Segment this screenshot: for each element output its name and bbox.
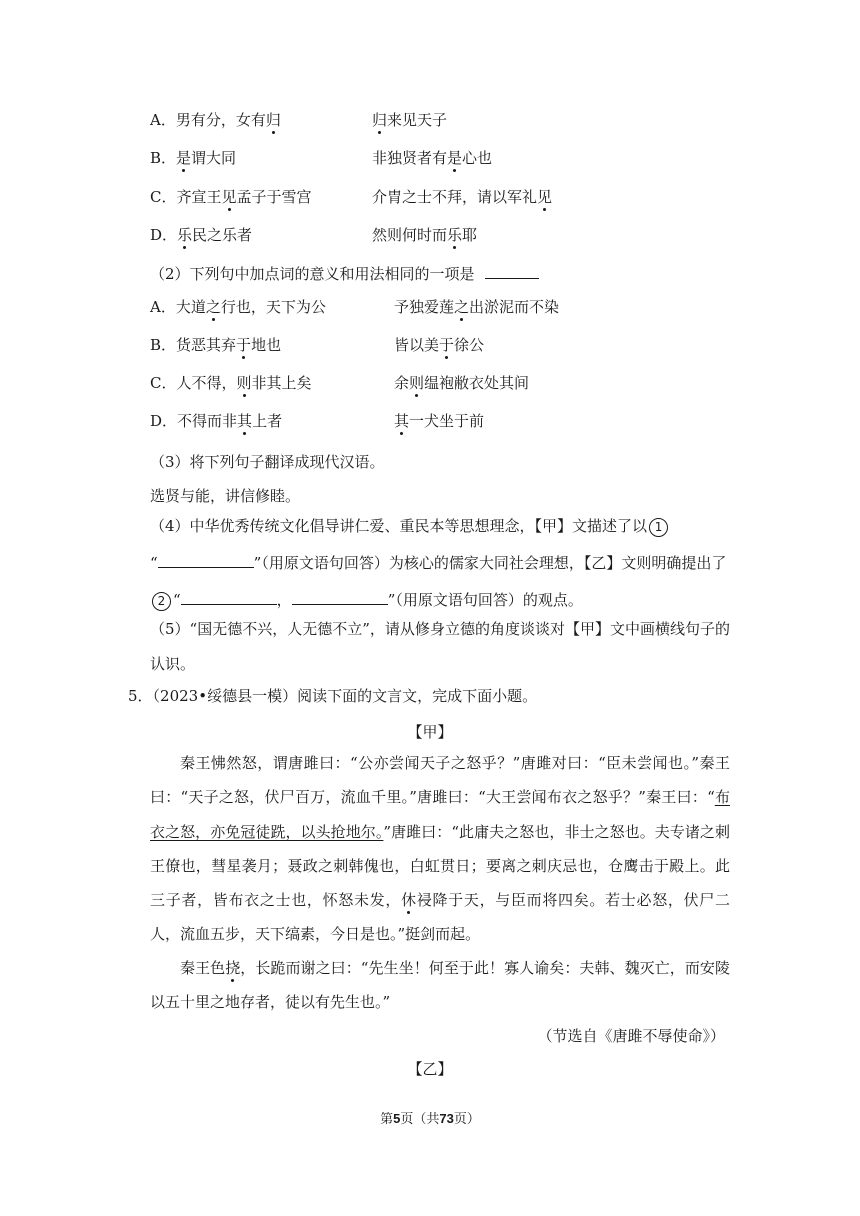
- option-b-right: [394, 334, 484, 356]
- option-text: 缊袍敝衣处其间: [424, 374, 530, 392]
- footer-page-number: 5: [393, 1111, 401, 1126]
- question-5-header: 5．（2023•绥德县一模）阅读下面的文言文，完成下面小题。: [128, 687, 538, 705]
- option-text: 不得而非: [177, 412, 238, 430]
- q4-paragraph: [150, 508, 730, 619]
- option-d-right: [372, 224, 477, 246]
- page-footer: [0, 1108, 860, 1127]
- option-text: 非其上矣: [251, 374, 312, 392]
- option-d-right: [394, 410, 484, 432]
- option-text: 货恶其弃: [176, 336, 237, 354]
- passage-text: 祲降于天，与臣而将四矣。若士必怒，伏尸二人，流血五步，天下缟素，今日是也。”挺剑而起。: [150, 891, 730, 944]
- dotted-word: 是: [447, 149, 463, 167]
- dotted-word: 休: [401, 891, 417, 910]
- option-text: 徐公: [454, 336, 485, 354]
- answer-blank: [292, 590, 388, 605]
- option-c-right: [394, 372, 529, 394]
- dotted-word: 归: [265, 111, 281, 129]
- dotted-word: 乐: [447, 226, 463, 244]
- dotted-word: 见: [221, 188, 237, 206]
- option-b-right: [372, 147, 492, 169]
- option-text: 大道: [175, 298, 206, 316]
- option-text: 耶: [462, 226, 478, 244]
- option-c-left: [150, 372, 312, 394]
- option-text: 行也，天下为公: [220, 298, 326, 316]
- option-text: 来见天子: [387, 111, 448, 129]
- option-c-left: [150, 186, 312, 208]
- footer-suffix: 页）: [453, 1112, 480, 1127]
- circled-number-2: 2: [152, 592, 171, 611]
- answer-blank: [181, 590, 277, 605]
- dotted-word: 是: [176, 149, 192, 167]
- dotted-word: 之: [205, 298, 221, 316]
- option-b-left: [150, 334, 281, 356]
- option-d-left: [150, 410, 282, 432]
- option-text: 人不得，: [176, 374, 237, 392]
- q3-sentence: 选贤与能，讲信修睦。: [150, 487, 301, 505]
- option-label: C．: [150, 374, 177, 392]
- q4-text-1: （4）中华优秀传统文化倡导讲仁爱、重民本等思想理念，【甲】文描述了以: [150, 517, 648, 535]
- option-text: 地也: [251, 336, 282, 354]
- option-c-right: [372, 186, 552, 208]
- option-label: C．: [150, 188, 177, 206]
- option-a-left: [150, 296, 326, 318]
- answer-blank: [485, 264, 539, 279]
- option-text: 一犬坐于前: [409, 412, 485, 430]
- passage-text: 秦王色: [180, 959, 226, 977]
- q4-text-2: “: [150, 554, 158, 572]
- answer-blank: [158, 553, 254, 568]
- q4-text-4: “: [173, 591, 181, 609]
- option-label: A．: [150, 111, 176, 129]
- dotted-word: 其: [237, 412, 253, 430]
- dotted-word: 于: [236, 336, 252, 354]
- option-label: D．: [150, 226, 178, 244]
- option-b-left: [150, 147, 236, 169]
- option-text: 介胄之士不拜，请以军礼: [372, 188, 538, 206]
- footer-total-pages: 73: [439, 1111, 454, 1126]
- dotted-word: 则: [409, 374, 425, 392]
- passage-jia-paragraph-2: [150, 951, 730, 1020]
- option-text: 非独贤者有: [372, 149, 448, 167]
- option-text: 出淤泥而不染: [469, 298, 560, 316]
- underlined-sentence: 布衣之怒，亦免冠徒跣，以头抢地尔。: [150, 788, 730, 841]
- yi-title: 【乙】: [407, 1060, 453, 1078]
- dotted-word: 于: [439, 336, 455, 354]
- option-text: 谓大同: [191, 149, 237, 167]
- passage-jia-paragraph-1: [150, 746, 730, 952]
- dotted-word: 挠: [225, 959, 241, 977]
- option-text: 皆以美: [394, 336, 440, 354]
- q5-paragraph: （5）“国无德不兴，人无德不立”，请从修身立德的角度谈谈对【甲】文中画横线句子的认识。: [150, 620, 730, 673]
- passage-text: 秦王怫然怒，谓唐雎曰：“公亦尝闻天子之怒乎？”唐雎对曰：“臣未尝闻也。”秦王曰：“天子之怒，伏尸百万，流血千里。”唐雎曰：“大王尝闻布衣之怒乎？”秦王曰：“: [150, 754, 730, 807]
- option-text: 余: [394, 374, 410, 392]
- option-text: 孟子于雪宫: [236, 188, 312, 206]
- dotted-word: 之: [454, 298, 470, 316]
- q2-stem: [150, 263, 539, 285]
- option-label: B．: [150, 149, 177, 167]
- jia-title: 【甲】: [407, 723, 453, 741]
- dotted-word: 则: [236, 374, 252, 392]
- dotted-word: 归: [372, 111, 388, 129]
- option-label: D．: [150, 412, 178, 430]
- q2-stem-text: （2）下列句中加点词的意义和用法相同的一项是: [150, 265, 475, 283]
- circled-number-1: 1: [649, 518, 668, 537]
- footer-mid: 页（共: [400, 1112, 440, 1127]
- passage-text: ，长跪而谢之曰：“先生坐！何至于此！寡人谕矣：夫韩、魏灭亡，而安陵以五十里之地存者，徒以有先生也。”: [150, 959, 730, 1012]
- option-a-right: [394, 296, 559, 318]
- option-text: 齐宣王: [176, 188, 222, 206]
- passage-source: （节选自《唐雎不辱使命》）: [537, 1027, 725, 1045]
- option-text: 心也: [462, 149, 493, 167]
- option-a-left: [150, 109, 281, 131]
- option-text: 民之乐者: [192, 226, 253, 244]
- option-label: A．: [150, 298, 176, 316]
- passage-text: ”唐雎曰：“此庸夫之怒也，非士之怒也。夫专诸之刺王僚也，彗星袭月；聂政之刺韩傀也，白虹贯日；要离之刺庆忌也，仓鹰击于殿上。此三子者，皆布衣之士也，怀怒未发，: [150, 822, 730, 910]
- dotted-word: 乐: [177, 226, 193, 244]
- option-a-right: [372, 109, 447, 131]
- q4-text-5: ”（用原文语句回答）的观点。: [387, 591, 583, 609]
- footer-prefix: 第: [380, 1112, 394, 1127]
- option-text: 男有分，女有: [175, 111, 266, 129]
- option-text: 予独爱莲: [394, 298, 455, 316]
- dotted-word: 见: [537, 188, 553, 206]
- option-text: 上者: [252, 412, 283, 430]
- q3-stem: （3）将下列句子翻译成现代汉语。: [150, 453, 385, 471]
- option-d-left: [150, 224, 252, 246]
- q4-comma: ，: [276, 591, 292, 609]
- q4-text-3: ”（用原文语句回答）为核心的儒家大同社会理想，【乙】文则明确提出了: [253, 554, 727, 572]
- option-text: 然则何时而: [372, 226, 448, 244]
- dotted-word: 其: [394, 412, 410, 430]
- option-label: B．: [150, 336, 177, 354]
